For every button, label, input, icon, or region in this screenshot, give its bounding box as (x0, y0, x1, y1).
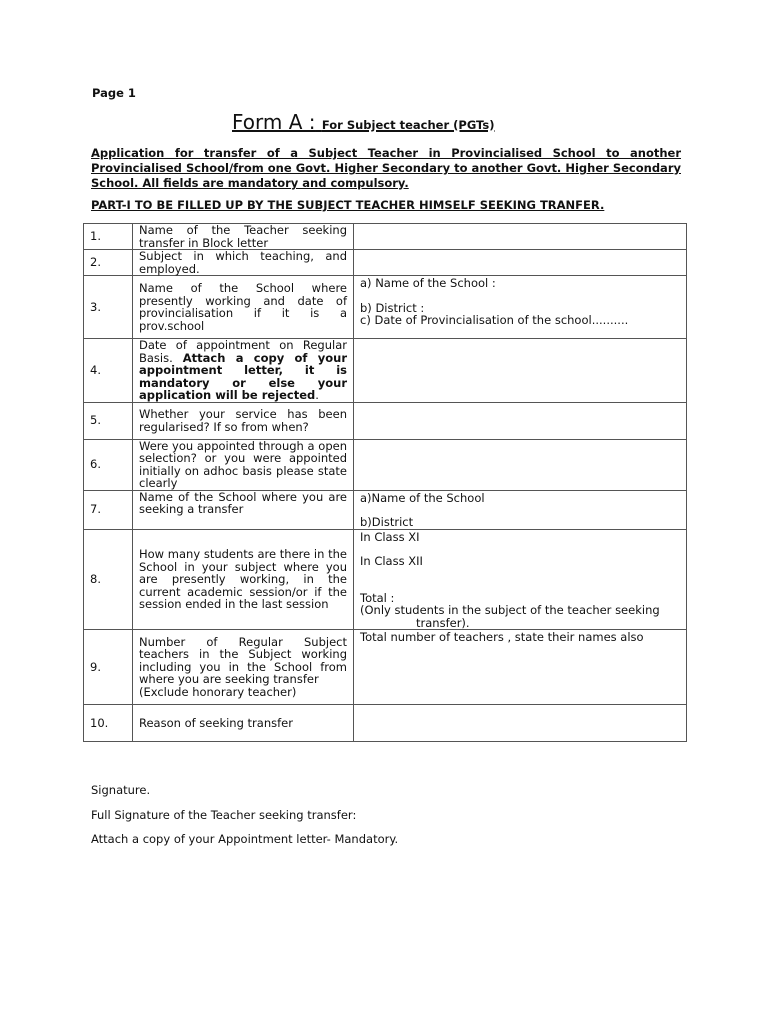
question-cell (133, 630, 354, 705)
table-row (84, 339, 687, 403)
answer-field-selection[interactable] (354, 439, 687, 490)
table-row (84, 224, 687, 250)
mandatory-note: Attach a copy of your appointment letter, it is mandatory or else your application will be rejected (139, 350, 347, 402)
answer-field-appointment-date[interactable] (354, 339, 687, 403)
signature-label: Signature. (91, 783, 151, 797)
question-cell: Reason of seeking transfer (133, 705, 354, 742)
answer-label: Total : (360, 590, 395, 605)
table-row (84, 439, 687, 490)
row-number: 9. (84, 630, 133, 705)
answer-label: b) District : (360, 300, 425, 315)
row-number: 1. (84, 224, 133, 250)
row-number: 6. (84, 439, 133, 490)
answer-label: b)District (360, 515, 414, 529)
answer-label: In Class XI (360, 529, 420, 544)
full-signature-label: Full Signature of the Teacher seeking transfer: (91, 808, 357, 822)
answer-field-name[interactable] (354, 224, 687, 250)
table-row (84, 402, 687, 439)
form-title-main: Form A : (232, 110, 316, 134)
question-cell: How many students are there in the School in your subject where you are presently working, in the current academic session/or if the session ended in the last session (133, 529, 354, 630)
answer-field-teachers[interactable] (354, 630, 687, 705)
answer-label: c) Date of Provincialisation of the school.......... (360, 313, 629, 327)
part-heading: PART-I TO BE FILLED UP BY THE SUBJECT TEACHER HIMSELF SEEKING TRANFER. (91, 198, 605, 212)
question-cell: Subject in which teaching, and employed. (133, 250, 354, 276)
question-text: . (315, 388, 319, 402)
page-label: Page 1 (92, 86, 136, 100)
attach-note: Attach a copy of your Appointment letter- Mandatory. (91, 832, 399, 846)
table-row (84, 630, 687, 705)
form-title (232, 110, 494, 134)
answer-field-school[interactable] (354, 276, 687, 339)
question-text: (Exclude honorary teacher) (139, 684, 297, 699)
answer-label: (Only students in the subject of the teacher seeking (360, 603, 660, 617)
answer-field-reason[interactable] (354, 705, 687, 742)
question-text: Number of Regular Subject teachers in the Subject working including you in the School from where you are seeking transfer (139, 634, 347, 687)
question-cell (133, 339, 354, 403)
row-number: 4. (84, 339, 133, 403)
answer-field-target-school[interactable] (354, 490, 687, 529)
table-row (84, 276, 687, 339)
table-row (84, 705, 687, 742)
question-cell: Name of the School where presently working and date of provincialisation if it is a prov.school (133, 276, 354, 339)
answer-label: transfer). (416, 615, 470, 630)
question-cell: Were you appointed through a open selection? or you were appointed initially on adhoc basis please state clearly (133, 439, 354, 490)
row-number: 5. (84, 402, 133, 439)
question-cell: Name of the School where you are seeking a transfer (133, 490, 354, 529)
row-number: 8. (84, 529, 133, 630)
table-row (84, 490, 687, 529)
form-title-sub: For Subject teacher (PGTs) (321, 118, 495, 132)
answer-label: a)Name of the School (360, 490, 485, 505)
answer-field-regularised[interactable] (354, 402, 687, 439)
row-number: 2. (84, 250, 133, 276)
answer-field-students[interactable] (354, 529, 687, 630)
form-table (83, 223, 687, 742)
table-row (84, 250, 687, 276)
answer-label: In Class XII (360, 554, 423, 568)
row-number: 3. (84, 276, 133, 339)
intro-text: Application for transfer of a Subject Teacher in Provincialised School to another Provincialised School/from one Govt. Higher Secondary to another Govt. Higher Secondary School. All fields are mandatory and compulsory. (91, 146, 681, 190)
table-row (84, 529, 687, 630)
answer-field-subject[interactable] (354, 250, 687, 276)
question-text: Date of appointment on Regular Basis. (139, 338, 347, 365)
answer-label: Total number of teachers , state their names also (360, 630, 644, 644)
answer-label: a) Name of the School : (360, 276, 496, 290)
row-number: 10. (84, 705, 133, 742)
question-cell: Whether your service has been regularised? If so from when? (133, 402, 354, 439)
question-cell: Name of the Teacher seeking transfer in Block letter (133, 224, 354, 250)
row-number: 7. (84, 490, 133, 529)
